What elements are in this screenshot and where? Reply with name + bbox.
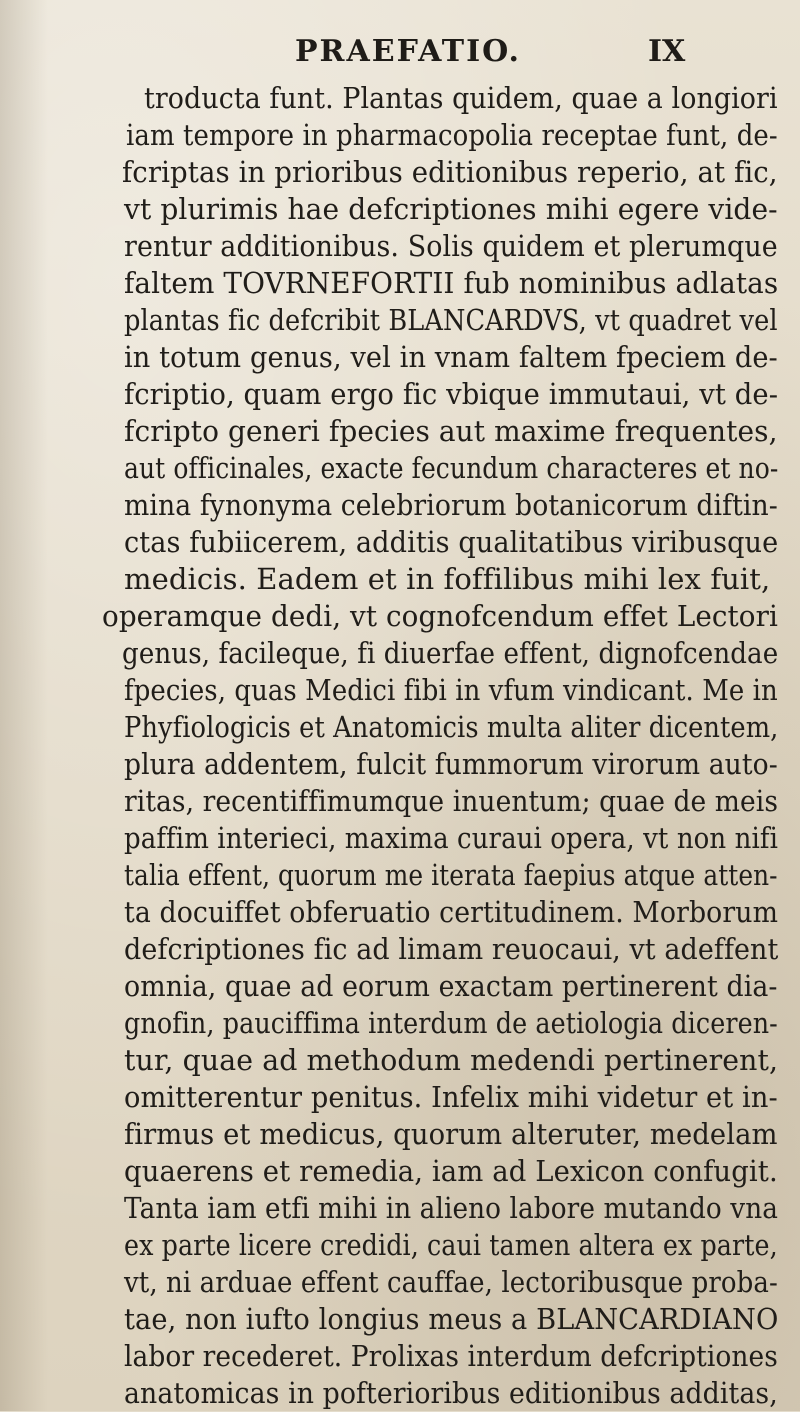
text-line: omitterentur penitus. Infelix mihi videtur et in- <box>124 1080 778 1114</box>
text-line: firmus et medicus, quorum alteruter, medelam <box>124 1117 778 1151</box>
text-line: ta docuiffet obferuatio certitudinem. Morborum <box>124 895 779 929</box>
text-line: Phyfiologicis et Anatomicis multa aliter dicentem, <box>124 710 779 744</box>
text-line: operamque dedi, vt cognofcendum effet Lectori <box>102 599 778 633</box>
text-line: quaerens et remedia, iam ad Lexicon confugit. <box>124 1154 778 1188</box>
text-line: vt plurimis hae defcriptiones mihi egere vide- <box>124 192 778 226</box>
page-edge-shadow <box>0 0 48 1411</box>
text-line: paffim interieci, maxima curaui opera, vt non nifi <box>124 821 779 855</box>
page-header <box>0 34 800 74</box>
text-line: aut officinales, exacte fecundum characteres et no- <box>124 451 779 485</box>
text-line: anatomicas in pofterioribus editionibus additas, <box>124 1376 778 1410</box>
text-line: fpecies, quas Medici fibi in vfum vindicant. Me in <box>124 673 778 707</box>
text-line: vt, ni arduae effent cauffae, lectoribusque proba- <box>124 1265 778 1299</box>
text-line: labor recederet. Prolixas interdum defcriptiones <box>124 1339 778 1373</box>
text-line: tur, quae ad methodum medendi pertinerent, <box>124 1043 779 1077</box>
text-line: fcriptas in prioribus editionibus reperio, at fic, <box>122 155 778 189</box>
text-line: medicis. Eadem et in foffilibus mihi lex fuit, <box>124 562 771 596</box>
text-line: troducta funt. Plantas quidem, quae a longiori <box>144 81 778 115</box>
text-line: plantas fic defcribit BLANCARDVS, vt quadret vel <box>124 303 778 337</box>
text-line: faltem TOVRNEFORTII fub nominibus adlatas <box>124 266 779 300</box>
text-line: genus, facileque, fi diuerfae effent, dignofcendae <box>122 636 779 670</box>
text-line: in totum genus, vel in vnam faltem fpeciem de- <box>124 340 778 374</box>
text-line: ctas fubiicerem, additis qualitatibus viribusque <box>124 525 779 559</box>
text-line: ritas, recentiffimumque inuentum; quae de meis <box>124 784 779 818</box>
running-head: PRAEFATIO. <box>295 34 521 69</box>
text-line: talia effent, quorum me iterata faepius atque atten- <box>124 858 778 892</box>
text-line: Tanta iam etfi mihi in alieno labore mutando vna <box>124 1191 779 1225</box>
text-line: iam tempore in pharmacopolia receptae funt, de- <box>126 118 778 152</box>
text-line: plura addentem, fulcit fummorum virorum auto- <box>124 747 778 781</box>
text-line: mina fynonyma celebriorum botanicorum diftin- <box>124 488 778 522</box>
text-line: fcriptio, quam ergo fic vbique immutaui, vt de- <box>124 377 779 411</box>
text-line: omnia, quae ad eorum exactam pertinerent dia- <box>124 969 778 1003</box>
text-line: defcriptiones fic ad limam reuocaui, vt adeffent <box>124 932 779 966</box>
text-line: tae, non iufto longius meus a BLANCARDIANO <box>124 1302 779 1336</box>
text-line: rentur additionibus. Solis quidem et plerumque <box>124 229 778 263</box>
text-line: fcripto generi fpecies aut maxime frequentes, <box>124 414 778 448</box>
text-line: gnofin, pauciffima interdum de aetiologia diceren- <box>124 1006 778 1040</box>
page-number: IX <box>648 34 686 69</box>
text-line: ex parte licere credidi, caui tamen altera ex parte, <box>124 1228 778 1262</box>
